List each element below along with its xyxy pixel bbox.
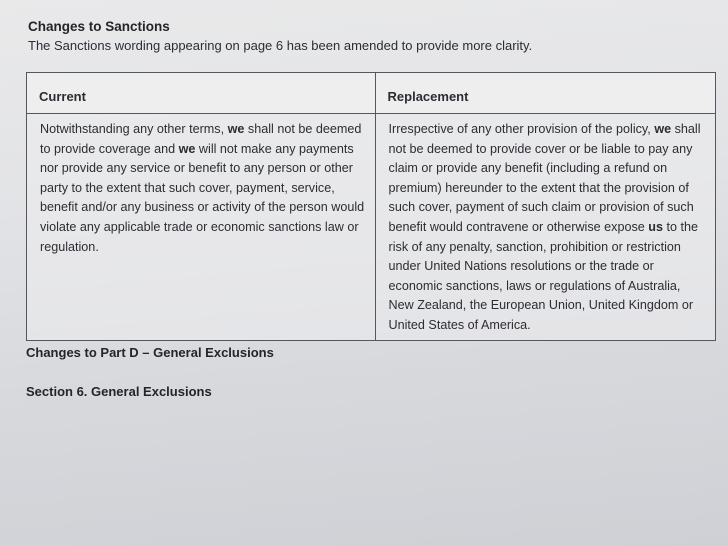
replacement-text-part: shall not be deemed to provide cover or be liable to pay any claim or provide any benefit (including a refund on premium) hereunder to the extent that the provision of such cover, payment of such claim or provision of such benefit would contravene or otherwise expose (388, 122, 701, 234)
replacement-text-part: to the risk of any penalty, sanction, prohibition or restriction under United Nations resolutions or the trade or economic sanctions, laws or regulations of Australia, New Zealand, the European Union, United Kingdom or United States of America. (388, 219, 698, 332)
header-replacement: Replacement (375, 73, 715, 114)
header-current: Current (27, 73, 376, 114)
current-wording-cell (27, 114, 376, 341)
replacement-text-part: Irrespective of any other provision of the policy, (388, 122, 655, 136)
replacement-us-emphasis: us (648, 219, 663, 234)
section-intro: The Sanctions wording appearing on page 6 has been amended to provide more clarity. (28, 38, 533, 53)
current-text-part: shall not be deemed to provide coverage and (40, 122, 362, 156)
current-we-emphasis: we (178, 141, 196, 156)
replacement-wording-cell (375, 114, 715, 341)
table-row (27, 114, 716, 341)
replacement-we-emphasis: we (654, 122, 672, 136)
current-text-part: Notwithstanding any other terms, (40, 122, 228, 136)
section-title: Changes to Sanctions (28, 19, 170, 34)
current-text-part: will not make any payments nor provide any service or benefit to any person or other party to the extent that such cover, payment, service, benefit and/or any business or activity of the person would violate any applicable trade or economic sanctions law or regulation. (40, 141, 365, 254)
part-d-heading: Changes to Part D – General Exclusions (26, 345, 274, 360)
current-we-emphasis: we (227, 122, 245, 136)
table-header-row (27, 73, 716, 114)
section-6-heading: Section 6. General Exclusions (26, 384, 212, 399)
sanctions-changes-table (26, 72, 716, 341)
